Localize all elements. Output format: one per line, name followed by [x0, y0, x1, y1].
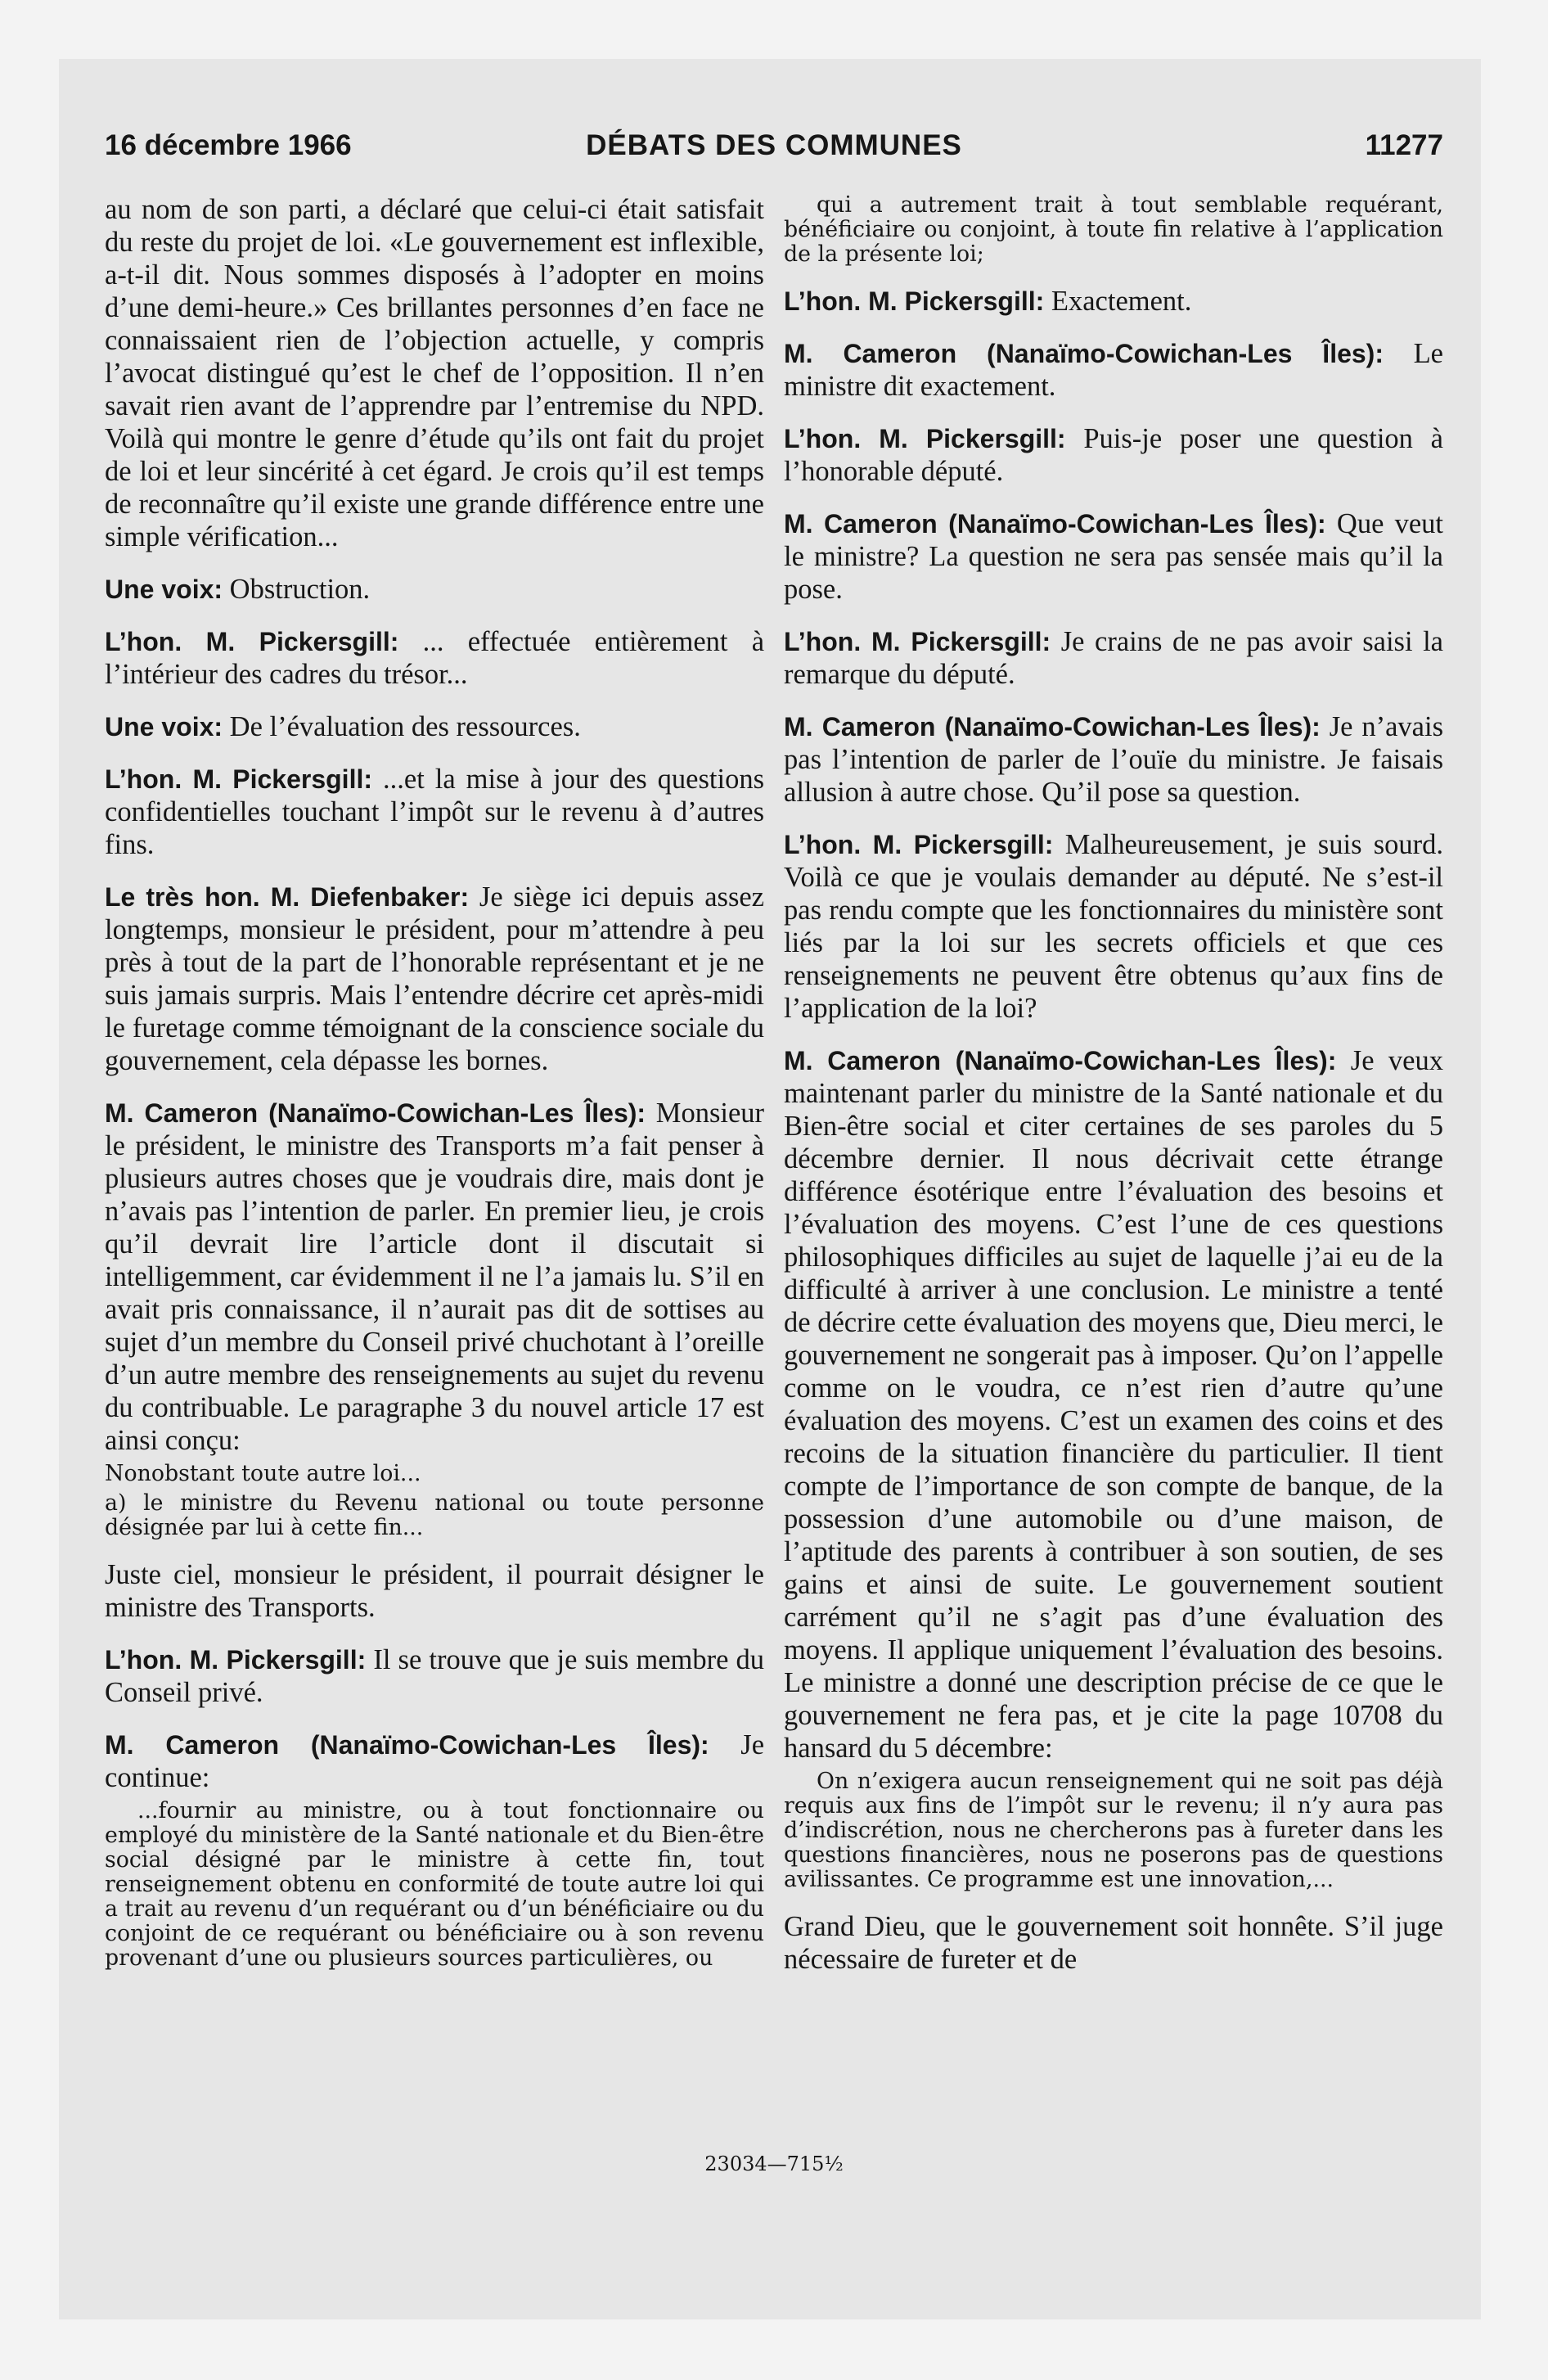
speech-text: ... effectuée entièrement à l’intérieur des cadres du trésor...	[105, 626, 765, 690]
speaker-name: L’hon. M. Pickersgill:	[105, 764, 373, 794]
speech-text: Je crains de ne pas avoir saisi la remarque du député.	[784, 626, 1443, 690]
speech-text: Je siège ici depuis assez longtemps, monsieur le président, pour m’attendre à peu près à tout de la part de l’honorable représentant et je ne suis jamais surpris. Mais l’entendre décrire cet après-midi le furetage comme témoignant de la conscience sociale du gouvernement, cela dépasse les bornes.	[105, 881, 764, 1076]
speaker-name: M. Cameron (Nanaïmo-Cowichan-Les Îles):	[784, 339, 1384, 368]
header-date: 16 décembre 1966	[105, 129, 352, 161]
speech-text: Exactement.	[1051, 286, 1192, 317]
speech	[784, 828, 1443, 1025]
speech-text: Malheureusement, je suis sourd. Voilà ce que je voulais demander au député. Ne s’est-il pas rendu compte que les fonctionnaires du ministère sont liés par la loi sur les secrets officiels et que ces renseignements ne peuvent être obtenus qu’aux fins de l’application de la loi?	[784, 829, 1443, 1024]
speech	[105, 763, 764, 861]
speech-text: Monsieur le président, le ministre des Transports m’a fait penser à plusieurs autres choses que je voudrais dire, mais dont je n’avais pas l’intention de parler. En premier lieu, je crois qu’il devrait lire l’article dont il discutait si intelligemment, car évidemment il ne l’a jamais lu. S’il en avait pris connaissance, il n’aurait pas dit de sottises au sujet d’un membre du Conseil privé chuchotant à l’oreille d’un autre membre des renseignements au sujet du revenu du contribuable. Le paragraphe 3 du nouvel article 17 est ainsi conçu:	[105, 1098, 765, 1456]
speech	[105, 573, 764, 606]
speech-text: Je continue:	[105, 1729, 765, 1793]
footer-code: 23034—715½	[704, 2152, 844, 2175]
speech	[105, 1729, 764, 1794]
paragraph: Juste ciel, monsieur le président, il pourrait désigner le ministre des Transports.	[105, 1559, 764, 1623]
speech	[784, 625, 1443, 691]
speech-text: Je veux maintenant parler du ministre de la Santé nationale et du Bien-être social et citer certaines de ses paroles du 5 décembre dernier. Il nous décrivait cette étrange différence ésotérique entre l’évaluation des besoins et l’évaluation des moyens. C’est l’une de ces questions philosophiques difficiles au sujet de laquelle j’ai eu de la difficulté à arriver à une conclusion. Le ministre a tenté de décrire cette évaluation des moyens que, Dieu merci, le gouvernement ne songerait pas à imposer. Qu’on l’appelle comme on le voudra, ce n’est rien d’autre qu’une évaluation des moyens. C’est un examen des coins et des recoins de la situation financière du particulier. Il tient compte de l’importance de son compte de banque, de la possession d’une automobile ou d’une maison, de l’aptitude des parents à contribuer à son soutien, de ses gains et ainsi de suite. Le gouvernement soutient carrément qu’il ne s’agit pas d’une évaluation des moyens. Il applique uniquement l’évaluation des besoins. Le ministre a donné une description précise de ce que le gouvernement ne fera pas, et je cite la page 10708 du hansard du 5 décembre:	[784, 1045, 1443, 1764]
speech	[105, 710, 764, 743]
page-header	[105, 129, 1443, 172]
speaker-name: L’hon. M. Pickersgill:	[784, 830, 1054, 859]
speech-text: De l’évaluation des ressources.	[229, 711, 581, 742]
speech	[105, 881, 764, 1077]
quoted-text: On n’exigera aucun renseignement qui ne soit pas déjà requis aux fins de l’impôt sur le revenu; il n’y aura pas d’indiscrétion, nous ne chercherons pas à fureter dans les questions financières, nous ne poserons pas de questions avilissantes. Ce programme est une innovation,...	[784, 1769, 1443, 1892]
quoted-text: qui a autrement trait à tout semblable requérant, bénéficiaire ou conjoint, à toute fin relative à l’application de la présente loi;	[784, 192, 1443, 267]
speaker-name: L’hon. M. Pickersgill:	[105, 627, 399, 656]
speaker-name: Le très hon. M. Diefenbaker:	[105, 882, 470, 912]
speech	[784, 285, 1443, 318]
speaker-name: L’hon. M. Pickersgill:	[784, 286, 1045, 316]
speech-text: Puis-je poser une question à l’honorable député.	[784, 423, 1443, 487]
speech-text: Obstruction.	[229, 574, 371, 605]
speaker-name: M. Cameron (Nanaïmo-Cowichan-Les Îles):	[105, 1730, 709, 1760]
speech	[784, 1044, 1443, 1765]
speech	[784, 507, 1443, 606]
paragraph	[105, 193, 764, 553]
speech	[105, 1643, 764, 1709]
speech	[784, 337, 1443, 403]
quoted-text: Nonobstant toute autre loi...	[105, 1461, 421, 1486]
right-column	[784, 193, 1443, 1976]
speech-text: Il se trouve que je suis membre du Conseil privé.	[105, 1644, 764, 1708]
speaker-name: Une voix:	[105, 575, 223, 604]
speech-text: Que veut le ministre? La question ne sera pas sensée mais qu’il la pose.	[784, 508, 1443, 605]
speaker-name: M. Cameron (Nanaïmo-Cowichan-Les Îles):	[784, 1046, 1337, 1075]
speaker-name: M. Cameron (Nanaïmo-Cowichan-Les Îles):	[784, 712, 1321, 741]
speech-text: ...et la mise à jour des questions confidentielles touchant l’impôt sur le revenu à d’autres fins.	[105, 764, 765, 860]
paragraph-text: au nom de son parti, a déclaré que celui-ci était satisfait du reste du projet de loi. «Le gouvernement est inflexible, a-t-il dit. Nous sommes disposés à l’adopter en moins d’une demi-heure.» Ces brillantes personnes d’en face ne connaissaient rien de l’objection actuelle, y compris l’avocat distingué qu’est le chef de l’opposition. Il n’en savait rien avant de l’apprendre par l’entremise du NPD. Voilà qui montre le genre d’étude qu’ils ont fait du projet de loi et leur sincérité à cet égard. Je crois qu’il est temps de reconnaître qu’il existe une grande différence entre une simple vérification...	[105, 194, 764, 552]
speaker-name: L’hon. M. Pickersgill:	[784, 424, 1066, 453]
quoted-text: ...fournir au ministre, ou à tout fonctionnaire ou employé du ministère de la Santé nationale et du Bien-être social désigné par le ministre à cette fin, tout renseignement obtenu en conformité de toute autre loi qui a trait au revenu d’un requérant ou d’un bénéficiaire ou du conjoint de ce requérant ou bénéficiaire ou à son revenu provenant d’une ou plusieurs sources particulières, ou	[105, 1798, 764, 1971]
speech-text: Le ministre dit exactement.	[784, 338, 1443, 402]
paragraph: Grand Dieu, que le gouvernement soit honnête. S’il juge nécessaire de fureter et de	[784, 1911, 1443, 1975]
quoted-text: a) le ministre du Revenu national ou toute personne désignée par lui à cette fin...	[105, 1490, 764, 1540]
speech	[784, 422, 1443, 488]
speaker-name: M. Cameron (Nanaïmo-Cowichan-Les Îles):	[784, 509, 1326, 539]
speech	[784, 710, 1443, 809]
speech	[105, 1097, 764, 1457]
header-title: DÉBATS DES COMMUNES	[586, 129, 962, 161]
left-column	[105, 193, 764, 1971]
speaker-name: L’hon. M. Pickersgill:	[784, 627, 1051, 656]
speech	[105, 625, 764, 691]
speaker-name: L’hon. M. Pickersgill:	[105, 1645, 367, 1675]
speech-text: Je n’avais pas l’intention de parler de l’ouïe du ministre. Je faisais allusion à autre chose. Qu’il pose sa question.	[784, 711, 1444, 808]
speaker-name: Une voix:	[105, 712, 223, 741]
speaker-name: M. Cameron (Nanaïmo-Cowichan-Les Îles):	[105, 1098, 646, 1128]
header-page-number: 11277	[1365, 129, 1443, 161]
